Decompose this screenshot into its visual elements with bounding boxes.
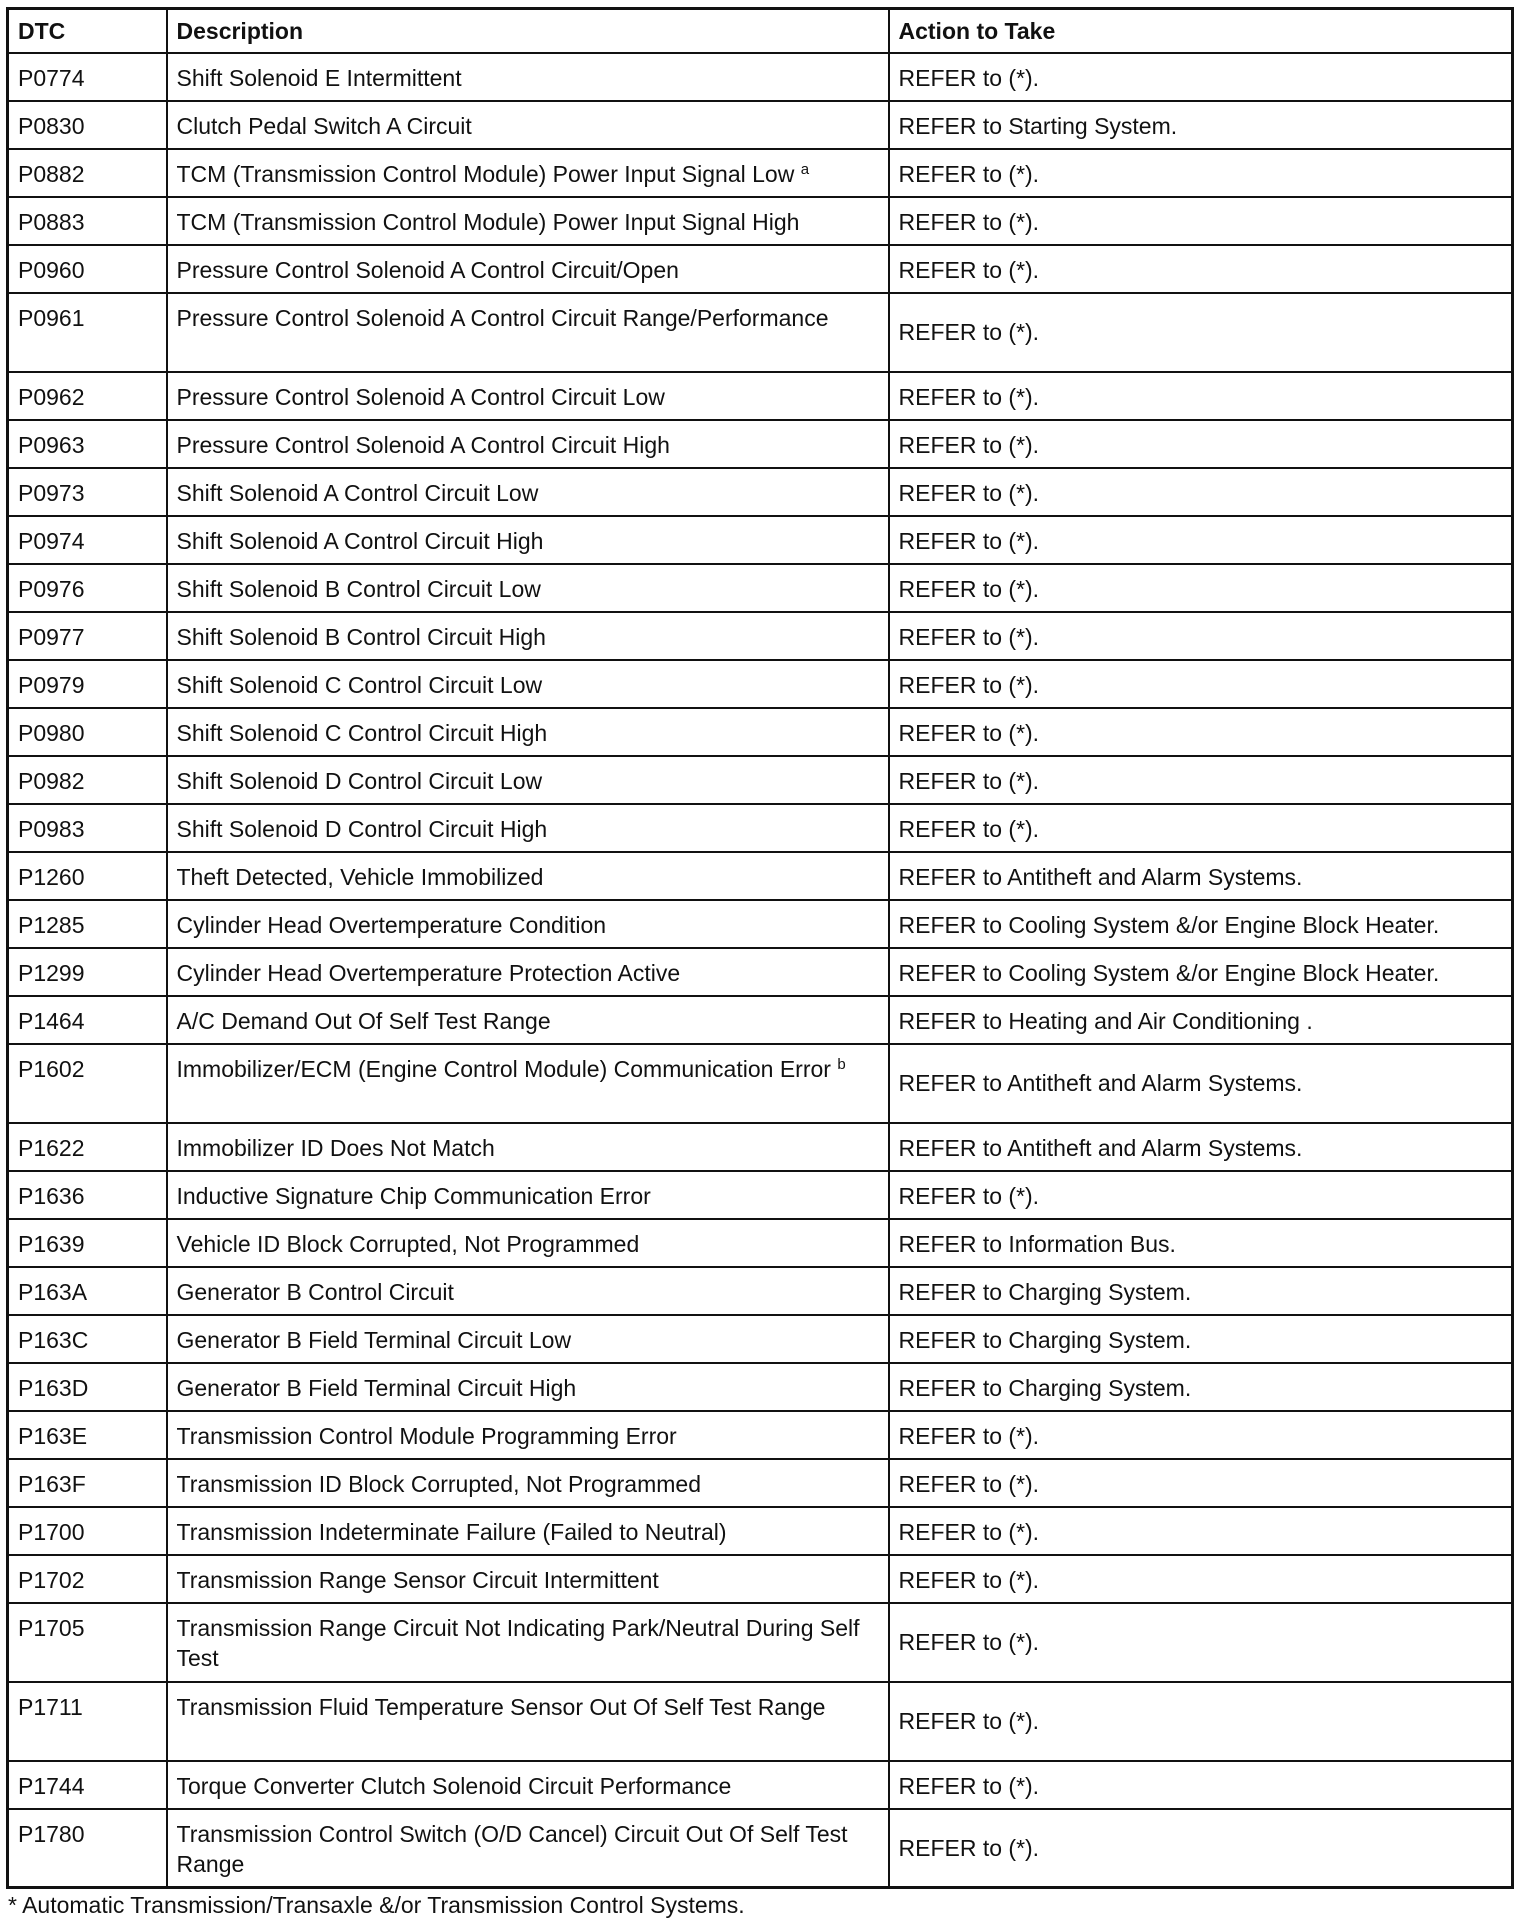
- dtc-code-cell: P0882: [8, 149, 167, 197]
- table-row: [8, 948, 1513, 996]
- description-text: Pressure Control Solenoid A Control Circuit Range/Performance: [176, 304, 829, 331]
- description-cell: [167, 1315, 889, 1363]
- column-header-dtc: DTC: [8, 9, 167, 53]
- description-cell: [167, 1555, 889, 1603]
- description-cell: [167, 1219, 889, 1267]
- action-cell: REFER to (*).: [889, 420, 1513, 468]
- column-header-action: Action to Take: [889, 9, 1513, 53]
- table-row: [8, 612, 1513, 660]
- description-text: Pressure Control Solenoid A Control Circuit High: [176, 431, 670, 458]
- table-row: [8, 1363, 1513, 1411]
- description-text: Transmission Indeterminate Failure (Failed to Neutral): [176, 1518, 727, 1545]
- action-cell: REFER to (*).: [889, 245, 1513, 293]
- description-cell: [167, 197, 889, 245]
- description-cell: [167, 1171, 889, 1219]
- table-row: [8, 1411, 1513, 1459]
- table-row: [8, 852, 1513, 900]
- description-cell: [167, 1044, 889, 1123]
- footnote: * Automatic Transmission/Transaxle &/or Transmission Control Systems.: [8, 1892, 745, 1918]
- description-cell: [167, 53, 889, 101]
- action-cell: REFER to (*).: [889, 1171, 1513, 1219]
- table-row: [8, 756, 1513, 804]
- description-text: Shift Solenoid D Control Circuit High: [176, 815, 548, 842]
- description-cell: [167, 149, 889, 197]
- table-row: [8, 1267, 1513, 1315]
- action-cell: REFER to (*).: [889, 372, 1513, 420]
- action-cell: REFER to (*).: [889, 1555, 1513, 1603]
- dtc-code-cell: P0973: [8, 468, 167, 516]
- table-row: [8, 660, 1513, 708]
- dtc-code-cell: P163C: [8, 1315, 167, 1363]
- description-text: Shift Solenoid B Control Circuit Low: [176, 575, 541, 602]
- table-row: [8, 468, 1513, 516]
- action-cell: REFER to (*).: [889, 1603, 1513, 1682]
- action-cell: REFER to (*).: [889, 660, 1513, 708]
- table-row: [8, 1123, 1513, 1171]
- footnote-marker: a: [800, 160, 810, 178]
- dtc-code-cell: P1705: [8, 1603, 167, 1682]
- action-cell: REFER to Charging System.: [889, 1315, 1513, 1363]
- dtc-code-cell: P163A: [8, 1267, 167, 1315]
- description-text: Theft Detected, Vehicle Immobilized: [176, 863, 544, 890]
- description-text: Shift Solenoid A Control Circuit High: [176, 527, 544, 554]
- dtc-code-cell: P1285: [8, 900, 167, 948]
- action-cell: REFER to (*).: [889, 149, 1513, 197]
- description-cell: [167, 1123, 889, 1171]
- description-cell: [167, 372, 889, 420]
- action-cell: REFER to (*).: [889, 53, 1513, 101]
- description-cell: [167, 564, 889, 612]
- table-row: [8, 900, 1513, 948]
- description-cell: [167, 420, 889, 468]
- table-row: [8, 293, 1513, 372]
- description-text: TCM (Transmission Control Module) Power Input Signal High: [176, 208, 800, 235]
- table-row: [8, 1555, 1513, 1603]
- dtc-code-cell: P0977: [8, 612, 167, 660]
- description-cell: [167, 948, 889, 996]
- dtc-code-cell: P1702: [8, 1555, 167, 1603]
- dtc-code-cell: P0963: [8, 420, 167, 468]
- description-text: Shift Solenoid B Control Circuit High: [176, 623, 546, 650]
- footnote-marker: b: [837, 1055, 846, 1073]
- dtc-code-cell: P0983: [8, 804, 167, 852]
- table-row: [8, 1044, 1513, 1123]
- action-cell: REFER to (*).: [889, 708, 1513, 756]
- description-cell: [167, 1761, 889, 1809]
- dtc-code-cell: P0974: [8, 516, 167, 564]
- description-text: Cylinder Head Overtemperature Protection Active: [176, 959, 681, 986]
- dtc-code-cell: P163E: [8, 1411, 167, 1459]
- description-cell: [167, 1507, 889, 1555]
- dtc-code-cell: P1299: [8, 948, 167, 996]
- description-cell: [167, 1267, 889, 1315]
- action-cell: REFER to Charging System.: [889, 1363, 1513, 1411]
- action-cell: REFER to (*).: [889, 756, 1513, 804]
- description-cell: [167, 101, 889, 149]
- dtc-code-cell: P1260: [8, 852, 167, 900]
- description-text: Transmission Fluid Temperature Sensor Out Of Self Test Range: [176, 1693, 826, 1720]
- description-cell: [167, 468, 889, 516]
- table-row: [8, 1459, 1513, 1507]
- table-row: [8, 1171, 1513, 1219]
- description-text: Transmission Control Switch (O/D Cancel) Circuit Out Of Self Test Range: [176, 1820, 848, 1877]
- dtc-table: [6, 7, 1514, 1889]
- description-cell: [167, 1603, 889, 1682]
- dtc-code-cell: P1780: [8, 1809, 167, 1888]
- action-cell: REFER to (*).: [889, 197, 1513, 245]
- dtc-code-cell: P1744: [8, 1761, 167, 1809]
- table-row: [8, 1219, 1513, 1267]
- action-cell: REFER to Antitheft and Alarm Systems.: [889, 1123, 1513, 1171]
- dtc-code-cell: P0960: [8, 245, 167, 293]
- dtc-code-cell: P163D: [8, 1363, 167, 1411]
- action-cell: REFER to Information Bus.: [889, 1219, 1513, 1267]
- table-row: [8, 101, 1513, 149]
- table-row: [8, 1603, 1513, 1682]
- dtc-code-cell: P1711: [8, 1682, 167, 1761]
- dtc-code-cell: P0961: [8, 293, 167, 372]
- table-row: [8, 1682, 1513, 1761]
- description-cell: [167, 660, 889, 708]
- description-cell: [167, 245, 889, 293]
- action-cell: REFER to Charging System.: [889, 1267, 1513, 1315]
- action-cell: REFER to (*).: [889, 612, 1513, 660]
- dtc-code-cell: P1622: [8, 1123, 167, 1171]
- description-text: Pressure Control Solenoid A Control Circuit/Open: [176, 256, 679, 283]
- description-text: Shift Solenoid D Control Circuit Low: [176, 767, 543, 794]
- dtc-code-cell: P163F: [8, 1459, 167, 1507]
- description-text: A/C Demand Out Of Self Test Range: [176, 1007, 551, 1034]
- action-cell: REFER to (*).: [889, 516, 1513, 564]
- dtc-code-cell: P1464: [8, 996, 167, 1044]
- description-text: Generator B Field Terminal Circuit Low: [176, 1326, 572, 1353]
- dtc-code-cell: P0979: [8, 660, 167, 708]
- description-text: Transmission Control Module Programming Error: [176, 1422, 677, 1449]
- description-text: Generator B Control Circuit: [176, 1278, 454, 1305]
- dtc-code-cell: P0962: [8, 372, 167, 420]
- table-row: [8, 372, 1513, 420]
- description-cell: [167, 1809, 889, 1888]
- table-header-row: [8, 9, 1513, 53]
- action-cell: REFER to (*).: [889, 1411, 1513, 1459]
- description-text: Generator B Field Terminal Circuit High: [176, 1374, 577, 1401]
- action-cell: REFER to Starting System.: [889, 101, 1513, 149]
- description-text: Immobilizer/ECM (Engine Control Module) Communication Error: [176, 1055, 831, 1082]
- action-cell: REFER to Heating and Air Conditioning .: [889, 996, 1513, 1044]
- action-cell: REFER to (*).: [889, 1809, 1513, 1888]
- description-cell: [167, 1459, 889, 1507]
- table-row: [8, 53, 1513, 101]
- description-cell: [167, 756, 889, 804]
- description-text: Transmission Range Circuit Not Indicating Park/Neutral During Self Test: [176, 1614, 860, 1671]
- table-row: [8, 420, 1513, 468]
- dtc-code-cell: P0883: [8, 197, 167, 245]
- description-text: Shift Solenoid E Intermittent: [176, 64, 462, 91]
- dtc-code-cell: P0982: [8, 756, 167, 804]
- description-text: Shift Solenoid A Control Circuit Low: [176, 479, 539, 506]
- table-row: [8, 708, 1513, 756]
- table-row: [8, 564, 1513, 612]
- table-row: [8, 245, 1513, 293]
- action-cell: REFER to (*).: [889, 293, 1513, 372]
- description-text: Shift Solenoid C Control Circuit Low: [176, 671, 543, 698]
- description-cell: [167, 1411, 889, 1459]
- description-text: Pressure Control Solenoid A Control Circuit Low: [176, 383, 665, 410]
- description-cell: [167, 900, 889, 948]
- description-text: Transmission Range Sensor Circuit Intermittent: [176, 1566, 659, 1593]
- dtc-code-cell: P0774: [8, 53, 167, 101]
- action-cell: REFER to Cooling System &/or Engine Block Heater.: [889, 900, 1513, 948]
- table-row: [8, 1761, 1513, 1809]
- action-cell: REFER to (*).: [889, 804, 1513, 852]
- description-cell: [167, 852, 889, 900]
- description-cell: [167, 996, 889, 1044]
- table-row: [8, 996, 1513, 1044]
- action-cell: REFER to (*).: [889, 1459, 1513, 1507]
- description-cell: [167, 612, 889, 660]
- description-text: Clutch Pedal Switch A Circuit: [176, 112, 472, 139]
- description-text: Transmission ID Block Corrupted, Not Programmed: [176, 1470, 701, 1497]
- description-text: Shift Solenoid C Control Circuit High: [176, 719, 548, 746]
- action-cell: REFER to (*).: [889, 468, 1513, 516]
- table-row: [8, 1315, 1513, 1363]
- table-body: [8, 53, 1513, 1888]
- description-text: TCM (Transmission Control Module) Power Input Signal Low: [176, 160, 795, 187]
- dtc-code-cell: P1636: [8, 1171, 167, 1219]
- action-cell: REFER to (*).: [889, 1507, 1513, 1555]
- table-row: [8, 149, 1513, 197]
- dtc-code-cell: P1639: [8, 1219, 167, 1267]
- table-row: [8, 1809, 1513, 1888]
- description-cell: [167, 293, 889, 372]
- dtc-code-cell: P0980: [8, 708, 167, 756]
- table-row: [8, 516, 1513, 564]
- action-cell: REFER to (*).: [889, 1682, 1513, 1761]
- table-row: [8, 197, 1513, 245]
- action-cell: REFER to (*).: [889, 1761, 1513, 1809]
- description-cell: [167, 516, 889, 564]
- description-text: Cylinder Head Overtemperature Condition: [176, 911, 607, 938]
- description-cell: [167, 804, 889, 852]
- description-text: Vehicle ID Block Corrupted, Not Programmed: [176, 1230, 640, 1257]
- description-cell: [167, 1682, 889, 1761]
- dtc-code-cell: P0976: [8, 564, 167, 612]
- description-cell: [167, 708, 889, 756]
- table-row: [8, 1507, 1513, 1555]
- dtc-code-cell: P1700: [8, 1507, 167, 1555]
- description-text: Inductive Signature Chip Communication Error: [176, 1182, 651, 1209]
- dtc-code-cell: P1602: [8, 1044, 167, 1123]
- action-cell: REFER to Cooling System &/or Engine Block Heater.: [889, 948, 1513, 996]
- description-text: Immobilizer ID Does Not Match: [176, 1134, 495, 1161]
- action-cell: REFER to Antitheft and Alarm Systems.: [889, 1044, 1513, 1123]
- column-header-description: Description: [167, 9, 889, 53]
- description-text: Torque Converter Clutch Solenoid Circuit Performance: [176, 1772, 732, 1799]
- description-cell: [167, 1363, 889, 1411]
- action-cell: REFER to Antitheft and Alarm Systems.: [889, 852, 1513, 900]
- table-row: [8, 804, 1513, 852]
- action-cell: REFER to (*).: [889, 564, 1513, 612]
- dtc-code-cell: P0830: [8, 101, 167, 149]
